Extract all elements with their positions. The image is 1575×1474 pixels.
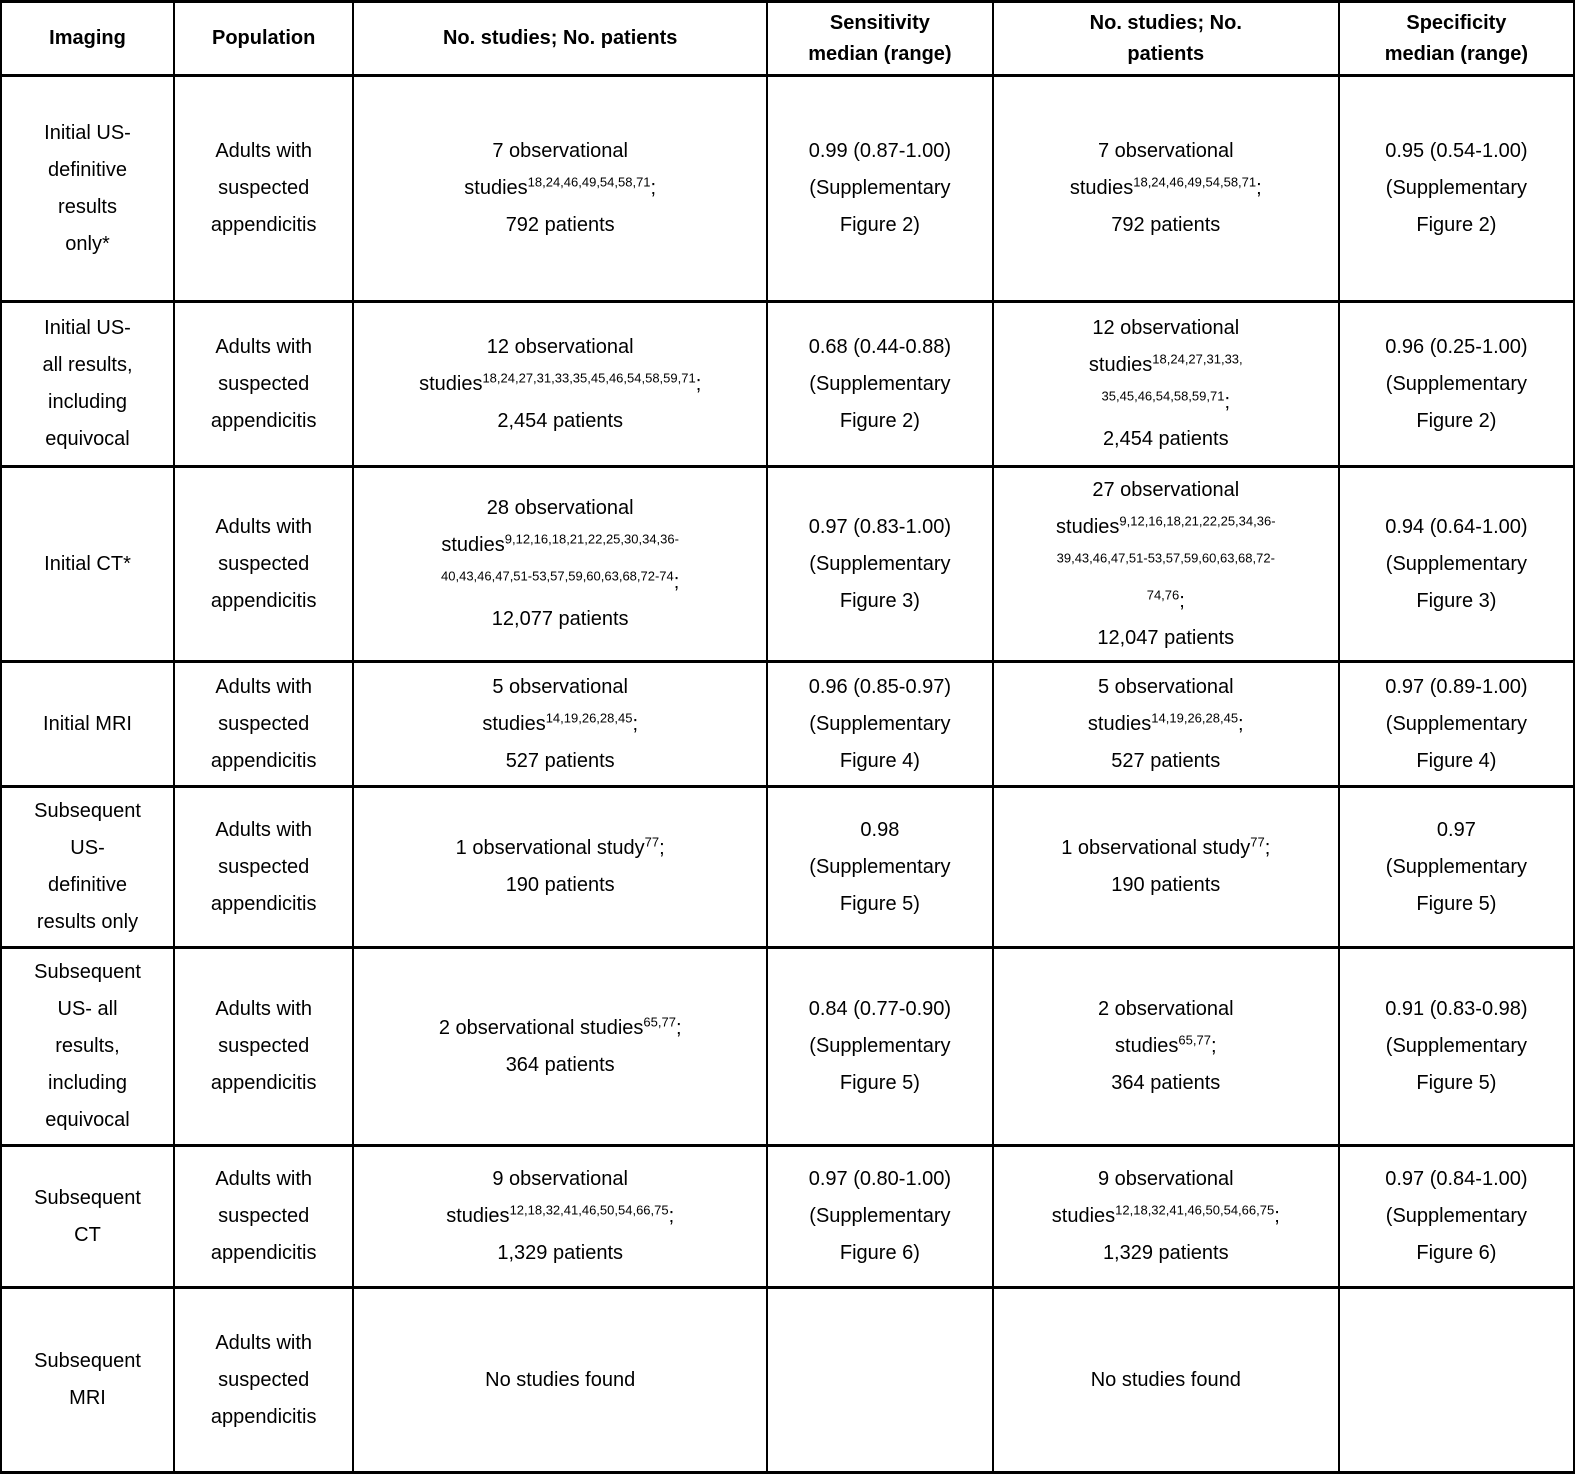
cell-line: Adults with (215, 515, 313, 538)
cell-line: 7 observational (492, 140, 628, 162)
cell-specificity (1339, 948, 1574, 1146)
cell-line: No studies found (1090, 1368, 1241, 1391)
cell-sensitivity (767, 948, 993, 1146)
cell-specificity (1339, 302, 1574, 467)
reference-superscript: 9,12,16,18,21,22,25,30,34,36- (504, 531, 679, 547)
cell-line: 7 observational (1097, 140, 1234, 162)
cell-line: (Supplementary (809, 712, 951, 735)
cell-imaging (1, 1146, 174, 1288)
cell-line: (Supplementary (809, 1035, 951, 1057)
cell-line: studies$^{9,12,16,18,21,22,25,34,36-}$ (1056, 512, 1276, 538)
cell-line: patients (1127, 42, 1205, 65)
cell-line: Sensitivity (829, 11, 930, 34)
cell-line: 1,329 patients (497, 1242, 623, 1264)
cell-line: definitive (48, 158, 127, 181)
cell-line: results only (36, 911, 139, 933)
table-row-initial-us-definitive (1, 76, 1574, 302)
cell-line: suspected (218, 712, 310, 735)
cell-sensitivity (767, 662, 993, 787)
cell-studies_sensitivity (353, 662, 767, 787)
cell-line: 527 patients (1111, 749, 1221, 772)
cell-line: Imaging (49, 27, 126, 49)
cell-line: 0.96 (0.25-1.00) (1385, 335, 1528, 358)
reference-superscript: 77 (1250, 834, 1265, 850)
cell-line: 0.68 (0.44-0.88) (808, 335, 952, 358)
cell-studies_specificity (993, 787, 1339, 948)
cell-line: appendicitis (210, 589, 317, 612)
column-header-studies_specificity (993, 2, 1339, 76)
cell-line: 364 patients (1111, 1072, 1221, 1094)
cell-sensitivity (767, 1146, 993, 1288)
cell-line: Figure 4) (1416, 749, 1497, 772)
cell-imaging (1, 76, 174, 302)
cell-line: 12,047 patients (1097, 626, 1235, 649)
cell-line: 5 observational (1097, 675, 1234, 698)
cell-line: (Supplementary (1385, 177, 1527, 199)
cell-line: Initial US- (44, 317, 131, 339)
cell-imaging (1, 467, 174, 662)
cell-line: Adults with (215, 1168, 313, 1190)
cell-line: studies$^{14,19,26,28,45}$; (482, 709, 639, 735)
cell-studies_sensitivity (353, 1146, 767, 1288)
cell-line: 0.97 (0.83-1.00) (808, 515, 952, 538)
cell-line: results, (55, 1035, 120, 1057)
cell-line (998, 546, 1334, 583)
cell-studies_sensitivity (353, 948, 767, 1146)
reference-superscript: 65,77 (643, 1013, 676, 1029)
cell-line: Figure 4) (839, 749, 920, 772)
cell-line: 9 observational (1097, 1168, 1234, 1190)
cell-line: appendicitis (210, 409, 317, 432)
cell-line: 0.99 (0.87-1.00) (808, 140, 952, 162)
cell-line: Adults with (215, 998, 313, 1020)
cell-line: 190 patients (505, 874, 615, 896)
cell-sensitivity (767, 302, 993, 467)
reference-superscript: 18,24,27,31,33, (1152, 351, 1243, 367)
cell-line: No. studies; No. patients (442, 27, 678, 49)
reference-superscript: 12,18,32,41,46,50,54,66,75 (1115, 1202, 1275, 1218)
cell-studies_specificity (993, 467, 1339, 662)
cell-line: 1 observational study$^{77}$; (1061, 834, 1271, 859)
reference-superscript: 14,19,26,28,45 (545, 709, 633, 725)
cell-line: $^{40,43,46,47,51-53,57,59,60,63,68,72-74}$; (441, 568, 680, 593)
cell-line: including (48, 1072, 127, 1094)
cell-specificity (1339, 787, 1574, 948)
cell-line: 0.94 (0.64-1.00) (1385, 515, 1528, 538)
cell-line: equivocal (45, 1109, 130, 1131)
cell-line: Figure 2) (1416, 409, 1497, 432)
cell-line: Figure 2) (839, 409, 920, 432)
cell-line: Figure 5) (839, 892, 920, 915)
cell-line: $^{74,76}$; (1146, 586, 1185, 612)
cell-specificity (1339, 1146, 1574, 1288)
cell-line: 0.96 (0.85-0.97) (808, 675, 952, 698)
cell-imaging (1, 302, 174, 467)
cell-studies_sensitivity (353, 467, 767, 662)
cell-line: Adults with (215, 675, 313, 698)
cell-imaging (1, 662, 174, 787)
cell-specificity (1339, 662, 1574, 787)
cell-line: 0.97 (0.84-1.00) (1385, 1168, 1528, 1190)
cell-line: 27 observational (1092, 478, 1240, 501)
cell-population (174, 1288, 353, 1473)
table-row-initial-ct (1, 467, 1574, 662)
cell-line: Adults with (215, 818, 313, 841)
table-row-subsequent-mri (1, 1288, 1574, 1473)
cell-line: suspected (218, 1368, 310, 1391)
cell-line: Figure 5) (1416, 1072, 1497, 1094)
cell-line: 0.95 (0.54-1.00) (1385, 140, 1528, 162)
cell-sensitivity (767, 467, 993, 662)
cell-studies_sensitivity (353, 1288, 767, 1473)
cell-line: (Supplementary (809, 855, 951, 878)
cell-line: suspected (218, 372, 310, 395)
cell-line: 190 patients (1111, 874, 1221, 896)
cell-population (174, 787, 353, 948)
cell-line: studies$^{18,24,46,49,54,58,71}$; (1069, 174, 1262, 199)
cell-line: 364 patients (505, 1053, 615, 1076)
cell-line: Figure 3) (1416, 589, 1497, 612)
cell-line: 2 observational studies$^{65,77}$; (438, 1013, 682, 1039)
table-row-initial-mri (1, 662, 1574, 787)
cell-line: Specificity (1406, 11, 1507, 34)
reference-superscript: 65,77 (1178, 1032, 1211, 1048)
cell-line: Subsequent (34, 961, 141, 983)
cell-studies_sensitivity (353, 76, 767, 302)
cell-line: MRI (69, 1387, 106, 1409)
reference-superscript: 39,43,46,47,51-53,57,59,60,63,68,72- (1056, 549, 1275, 565)
cell-population (174, 1146, 353, 1288)
cell-line: studies$^{12,18,32,41,46,50,54,66,75}$; (446, 1202, 675, 1227)
cell-line: (Supplementary (1385, 855, 1527, 878)
cell-line: appendicitis (210, 749, 317, 772)
cell-line: suspected (218, 552, 310, 575)
cell-line: results (58, 195, 117, 218)
cell-line: 0.97 (0.80-1.00) (808, 1168, 952, 1190)
cell-line: studies$^{18,24,46,49,54,58,71}$; (464, 174, 657, 199)
cell-line: Initial CT* (44, 552, 131, 575)
cell-line: Subsequent (34, 800, 141, 822)
cell-line: suspected (218, 1035, 310, 1057)
cell-sensitivity (767, 1288, 993, 1473)
cell-line: 0.84 (0.77-0.90) (808, 998, 952, 1020)
reference-superscript: 12,18,32,41,46,50,54,66,75 (509, 1202, 669, 1218)
cell-line: Adults with (215, 1331, 313, 1354)
cell-line: (Supplementary (1385, 552, 1527, 575)
cell-line: Adults with (215, 140, 313, 162)
cell-line: Initial US- (44, 121, 131, 144)
cell-line: Population (212, 27, 316, 49)
cell-line: 527 patients (505, 749, 615, 772)
cell-line: 792 patients (1111, 214, 1221, 236)
cell-line: Initial MRI (43, 712, 132, 735)
cell-line: suspected (218, 855, 310, 878)
reference-superscript: 9,12,16,18,21,22,25,34,36- (1119, 512, 1276, 528)
cell-line: appendicitis (210, 1242, 317, 1264)
cell-population (174, 76, 353, 302)
cell-line: (Supplementary (809, 372, 951, 395)
cell-line: studies$^{12,18,32,41,46,50,54,66,75}$; (1051, 1202, 1280, 1227)
cell-line: 0.97 (1436, 818, 1476, 841)
cell-line: appendicitis (210, 892, 317, 915)
cell-sensitivity (767, 76, 993, 302)
column-header-imaging (1, 2, 174, 76)
cell-line: (Supplementary (809, 177, 951, 199)
cell-population (174, 948, 353, 1146)
cell-studies_specificity (993, 948, 1339, 1146)
column-header-sensitivity (767, 2, 993, 76)
cell-line: 2,454 patients (497, 409, 623, 432)
cell-line: No studies found (485, 1368, 636, 1391)
reference-superscript: 77 (644, 834, 660, 850)
column-header-population (174, 2, 353, 76)
reference-superscript: 18,24,46,49,54,58,71 (1133, 174, 1257, 190)
cell-line: 0.98 (860, 818, 900, 841)
reference-superscript: 74,76 (1146, 586, 1180, 602)
cell-line: appendicitis (210, 1072, 317, 1094)
cell-line: all results, (42, 354, 133, 376)
cell-specificity (1339, 1288, 1574, 1473)
header-row (1, 2, 1574, 76)
cell-line: No. studies; No. (1089, 11, 1242, 34)
cell-line: equivocal (45, 428, 130, 450)
cell-line: suspected (218, 1205, 310, 1227)
cell-specificity (1339, 467, 1574, 662)
cell-population (174, 302, 353, 467)
cell-imaging (1, 948, 174, 1146)
cell-line: (Supplementary (1385, 1205, 1527, 1227)
cell-line: (Supplementary (1385, 1035, 1527, 1057)
cell-population (174, 467, 353, 662)
reference-superscript: 40,43,46,47,51-53,57,59,60,63,68,72-74 (441, 568, 674, 584)
cell-specificity (1339, 76, 1574, 302)
table-row-initial-us-all (1, 302, 1574, 467)
cell-studies_specificity (993, 76, 1339, 302)
cell-line: (Supplementary (1385, 712, 1527, 735)
cell-line: 12 observational (1092, 317, 1240, 339)
cell-line: 792 patients (505, 214, 615, 236)
cell-line: Figure 5) (1416, 892, 1497, 915)
cell-line: Adults with (215, 335, 313, 358)
table-header (1, 2, 1574, 76)
cell-line: 12 observational (486, 335, 634, 358)
cell-line: 1,329 patients (1102, 1242, 1229, 1264)
cell-line: US- (70, 837, 105, 859)
cell-line: $^{35,45,46,54,58,59,71}$; (1101, 388, 1230, 413)
cell-line: Figure 3) (839, 589, 920, 612)
reference-superscript: 18,24,46,49,54,58,71 (527, 174, 651, 190)
cell-studies_specificity (993, 1288, 1339, 1473)
cell-line: 2,454 patients (1102, 428, 1229, 450)
table-row-subsequent-us-all (1, 948, 1574, 1146)
cell-line: studies$^{14,19,26,28,45}$; (1087, 709, 1244, 735)
cell-line: Figure 2) (1416, 214, 1497, 236)
table-row-subsequent-us-definitive (1, 787, 1574, 948)
cell-line: 1 observational study$^{77}$; (455, 834, 665, 859)
cell-line: (Supplementary (809, 552, 951, 575)
cell-line: median (range) (1384, 42, 1529, 65)
cell-line: Figure 6) (839, 1242, 920, 1264)
cell-studies_specificity (993, 662, 1339, 787)
cell-line: 28 observational (486, 497, 634, 519)
cell-line: only* (65, 232, 110, 255)
cell-line: definitive (48, 874, 127, 896)
column-header-specificity (1339, 2, 1574, 76)
table-body (1, 76, 1574, 1473)
cell-line: 5 observational (492, 675, 628, 698)
cell-line: median (range) (808, 42, 952, 65)
table-row-subsequent-ct (1, 1146, 1574, 1288)
cell-studies_sensitivity (353, 787, 767, 948)
cell-line: including (48, 391, 127, 413)
cell-line: Subsequent (34, 1186, 141, 1209)
cell-line: US- all (57, 998, 118, 1020)
cell-line: Figure 6) (1416, 1242, 1497, 1264)
cell-imaging (1, 787, 174, 948)
cell-line: studies$^{9,12,16,18,21,22,25,30,34,36-}$ (441, 531, 679, 556)
cell-population (174, 662, 353, 787)
cell-studies_sensitivity (353, 302, 767, 467)
cell-line: 0.91 (0.83-0.98) (1385, 998, 1528, 1020)
cell-imaging (1, 1288, 174, 1473)
column-header-studies_sensitivity (353, 2, 767, 76)
cell-line: (Supplementary (1385, 372, 1527, 395)
cell-studies_specificity (993, 302, 1339, 467)
cell-line: CT (74, 1223, 101, 1246)
cell-line: Figure 2) (839, 214, 920, 236)
cell-line: appendicitis (210, 1405, 317, 1428)
reference-superscript: 35,45,46,54,58,59,71 (1101, 388, 1225, 404)
cell-line: appendicitis (210, 214, 317, 236)
cell-line: Subsequent (34, 1350, 141, 1372)
cell-line: studies$^{18,24,27,31,33,35,45,46,54,58,59,71}$; (419, 369, 702, 395)
cell-line: 12,077 patients (491, 608, 629, 630)
cell-sensitivity (767, 787, 993, 948)
cell-line: studies$^{65,77}$; (1115, 1032, 1217, 1057)
cell-line: (Supplementary (809, 1205, 951, 1227)
cell-line: 0.97 (0.89-1.00) (1385, 675, 1528, 698)
cell-line: suspected (218, 177, 310, 199)
cell-studies_specificity (993, 1146, 1339, 1288)
reference-superscript: 14,19,26,28,45 (1151, 709, 1239, 725)
cell-line: 2 observational (1097, 998, 1234, 1020)
cell-line: studies$^{18,24,27,31,33,}$ (1088, 351, 1243, 376)
reference-superscript: 18,24,27,31,33,35,45,46,54,58,59,71 (482, 369, 696, 385)
cell-line: Figure 5) (839, 1072, 920, 1094)
cell-line: 9 observational (492, 1168, 628, 1190)
